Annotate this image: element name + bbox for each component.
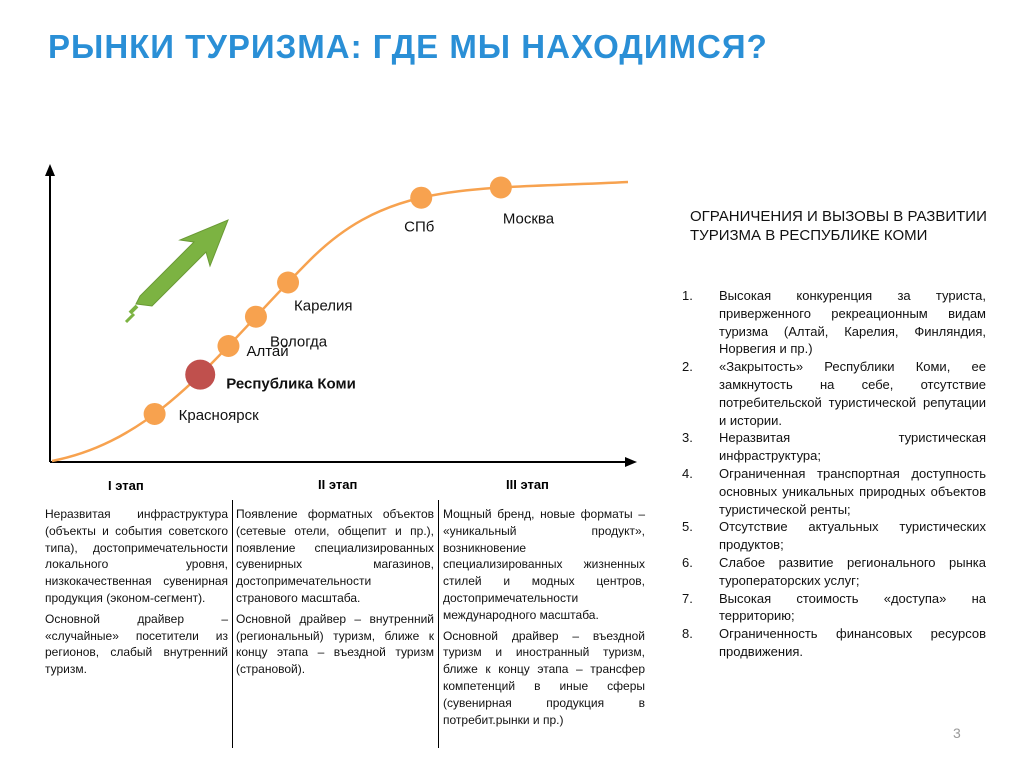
list-item: 4. Ограниченная транспортная доступность основных уникальных природных объектов туристической ренты;: [682, 465, 986, 517]
stage-1-driver: Основной драйвер – «случайные» посетители из регионов, слабый внутренний туризм.: [45, 611, 228, 677]
curve-point: [185, 360, 215, 390]
stage-3-driver: Основной драйвер – въездной туризм и иностранный туризм, ближе к концу этапа – трансфер компетенций в иные сферы (сувенирная продукция в потребит.рынки и пр.): [443, 628, 645, 727]
stage-1-features: Неразвитая инфраструктура (объекты и события советского типа), достопримечательности локального уровня, низкокачественная сувенирная продукция (эконом-сегмент).: [45, 507, 228, 605]
list-item: 6. Слабое развитие регионального рынка туроператорских услуг;: [682, 554, 986, 588]
curve-point: [490, 176, 512, 198]
column-divider: [232, 500, 233, 748]
x-axis-arrowhead: [625, 457, 637, 467]
stage-2-description: [236, 506, 434, 682]
stage-2-driver: Основной драйвер – внутренний (региональный) туризм, ближе к концу этапа – въездной туризм (страновой).: [236, 611, 434, 677]
stage-3-features: Мощный бренд, новые форматы – «уникальный продукт», возникновение специализированных жизненных стилей и модных центров, достопримечательности международного масштаба.: [443, 507, 645, 622]
curve-point-label: Алтай: [246, 343, 289, 361]
curve-point: [144, 403, 166, 425]
y-axis-arrowhead: [45, 164, 55, 176]
list-item: 2. «Закрытость» Республики Коми, ее замкнутость на себе, отсутствие потребительской туристической репутации и истории.: [682, 359, 986, 428]
curve-point-label: Республика Коми: [226, 375, 356, 393]
page-number: 3: [953, 725, 961, 741]
column-divider: [438, 500, 439, 748]
constraints-heading: ОГРАНИЧЕНИЯ И ВЫЗОВЫ В РАЗВИТИИ ТУРИЗМА В РЕСПУБЛИКЕ КОМИ: [690, 208, 987, 244]
growth-arrow-icon: [126, 220, 228, 322]
list-item: 3. Неразвитая туристическая инфраструктура;: [682, 430, 986, 464]
page-title: РЫНКИ ТУРИЗМА: ГДЕ МЫ НАХОДИМСЯ?: [48, 28, 768, 65]
stage-2-features: Появление форматных объектов (сетевые отели, общепит и пр.), появление специализированных сувенирных магазинов, достопримечательности странового масштаба.: [236, 507, 434, 605]
list-item: 8. Ограниченность финансовых ресурсов продвижения.: [682, 626, 986, 659]
stage-1-label: I этап: [108, 478, 144, 493]
curve-point-label: Москва: [502, 210, 555, 228]
curve-point-label: Карелия: [294, 297, 353, 315]
curve-point: [410, 187, 432, 209]
stage-2-label: II этап: [318, 477, 358, 492]
stage-1-description: [45, 506, 228, 682]
list-item: 1. Высокая конкуренция за туриста, приверженного рекреационным видам туризма (Алтай, Карелия, Финляндия, Норвегия и пр.): [682, 288, 986, 357]
curve-point: [217, 335, 239, 357]
stage-3-label: III этап: [506, 477, 549, 492]
curve-point: [277, 272, 299, 294]
curve-point-label: Вологда: [269, 333, 328, 351]
curve-point: [245, 306, 267, 328]
list-item: 7. Высокая стоимость «доступа» на территорию;: [682, 590, 986, 624]
curve-point-label: СПб: [404, 218, 435, 236]
list-item: 5. Отсутствие актуальных туристических продуктов;: [682, 519, 986, 553]
constraints-list: [682, 287, 986, 661]
stage-3-description: [443, 506, 645, 732]
curve-point-label: Красноярск: [178, 406, 259, 424]
